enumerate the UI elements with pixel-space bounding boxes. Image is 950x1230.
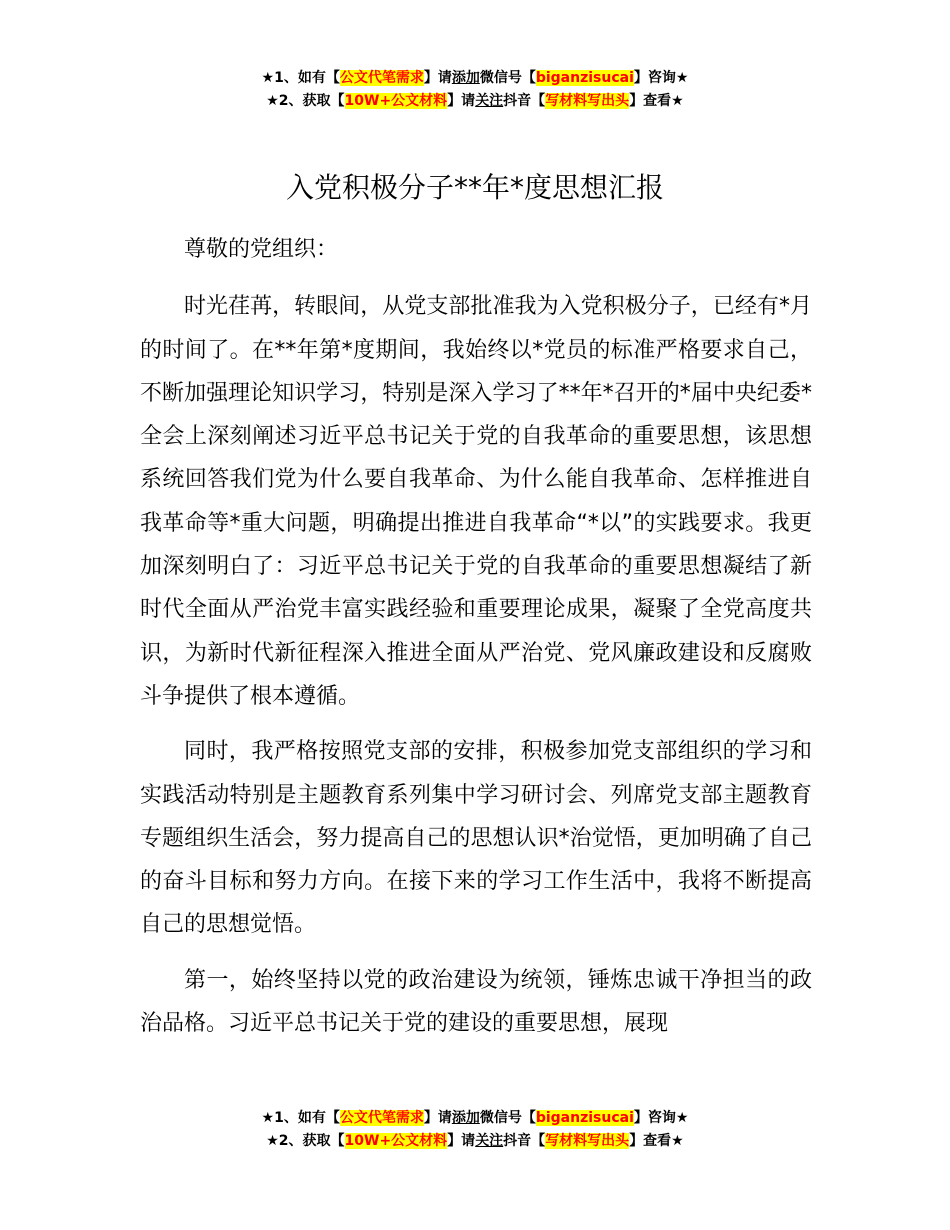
banner-highlight: 10W+公文材料 [344,1133,448,1149]
banner-line-2 [0,1130,950,1153]
banner-text: 】请 [423,70,452,86]
banner-underline-text: 关注 [475,93,504,109]
banner-text: ★1、如有【 [261,70,340,86]
paragraph: 第一，始终坚持以党的政治建设为统领，锤炼忠诚干净担当的政治品格。习近平总书记关于党的建设的重要思想，展现 [140,967,812,1037]
banner-line-1 [0,67,950,90]
banner-underline-text: 关注 [475,1133,504,1149]
banner-highlight: 10W+公文材料 [344,93,448,109]
document-title: 入党积极分子**年*度思想汇报 [285,171,664,204]
banner-highlight: 公文代笔需求 [339,1110,424,1126]
footer-banner [0,1107,950,1153]
greeting: 尊敬的党组织： [184,237,339,262]
banner-text: 】查看★ [629,93,684,109]
banner-highlight: 公文代笔需求 [339,70,424,86]
banner-line-1 [0,1107,950,1130]
banner-douyin-id: 写材料写出头 [545,1133,630,1149]
banner-text: 抖音【 [503,93,546,109]
banner-text: 】咨询★ [633,1110,689,1126]
banner-text: ★2、获取【 [266,1133,345,1149]
banner-underline-text: 添加 [451,70,480,86]
banner-text: ★1、如有【 [261,1110,340,1126]
banner-text: 】咨询★ [633,70,689,86]
banner-text: 抖音【 [503,1133,546,1149]
banner-text: 】请 [447,93,476,109]
banner-text: 】查看★ [629,1133,684,1149]
banner-text: 微信号【 [479,1110,536,1126]
banner-text: 】请 [447,1133,476,1149]
banner-wechat-id: biganzisucai [535,70,634,86]
document-body [140,228,812,1057]
banner-text: ★2、获取【 [266,93,345,109]
header-banner [0,67,950,113]
paragraph: 同时，我严格按照党支部的安排，积极参加党支部组织的学习和实践活动特别是主题教育系列集中学习研讨会、列席党支部主题教育专题组织生活会，努力提高自己的思想认识*治觉悟，更加明确了自己的奋斗目标和努力方向。在接下来的学习工作生活中，我将不断提高自己的思想觉悟。 [140,739,812,938]
paragraph: 时光荏苒，转眼间，从党支部批准我为入党积极分子，已经有*月的时间了。在**年第*度期间，我始终以*党员的标准严格要求自己，不断加强理论知识学习，特别是深入学习了**年*召开的*届中央纪委*全会上深刻阐述习近平总书记关于党的自我革命的重要思想，该思想系统回答我们党为什么要自我革命、为什么能自我革命、怎样推进自我革命等*重大问题，明确提出推进自我革命“*以”的实践要求。我更加深刻明白了：习近平总书记关于党的自我革命的重要思想凝结了新时代全面从严治党丰富实践经验和重要理论成果，凝聚了全党高度共识，为新时代新征程深入推进全面从严治党、党风廉政建设和反腐败斗争提供了根本遵循。 [140,294,812,709]
banner-wechat-id: biganzisucai [535,1110,634,1126]
banner-text: 微信号【 [479,70,536,86]
banner-douyin-id: 写材料写出头 [545,93,630,109]
banner-underline-text: 添加 [451,1110,480,1126]
banner-text: 】请 [423,1110,452,1126]
banner-line-2 [0,90,950,113]
